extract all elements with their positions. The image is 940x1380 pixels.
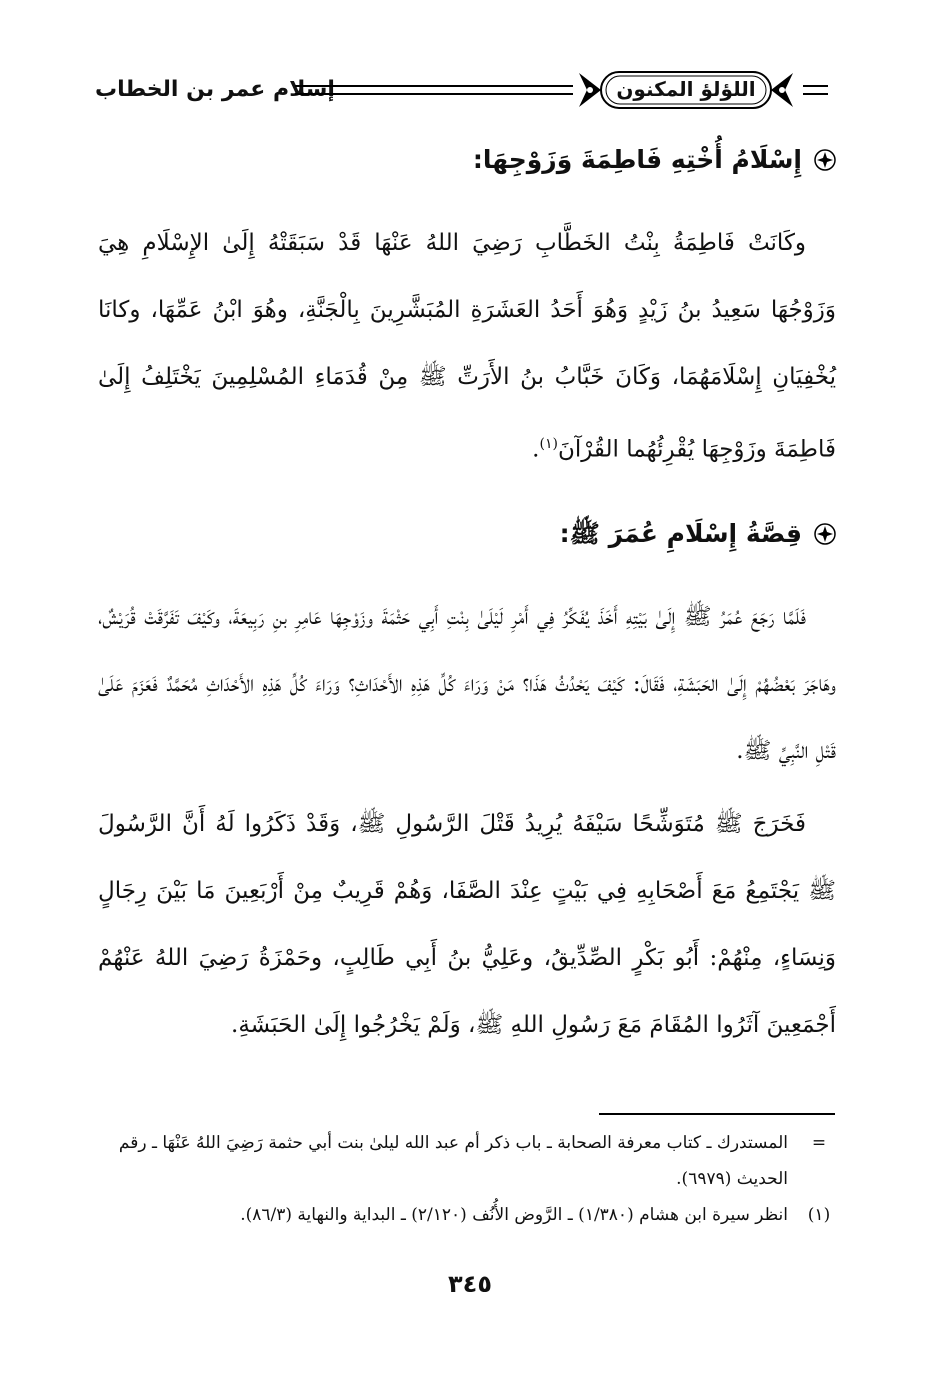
- footnote: [98, 1197, 836, 1233]
- section-heading-text: إِسْلَامُ أُخْتِهِ فَاطِمَةَ وَزَوْجِهَا:: [472, 145, 802, 174]
- flower-bullet-icon: [814, 523, 836, 545]
- page-number: ٣٤٥: [448, 1270, 492, 1298]
- footnote-reference[interactable]: (١): [539, 436, 558, 452]
- running-header: [95, 55, 835, 125]
- book-title: اللؤلؤ المكنون: [616, 77, 756, 101]
- section-heading: [98, 140, 836, 180]
- footnote-separator: [599, 1113, 835, 1115]
- paragraph: فَخَرَجَ ﷺ مُتَوَشِّحًا سَيْفَهُ يُرِيدُ قَتْلَ الرَّسُولِ ﷺ، وَقَدْ ذَكَرُوا لَهُ أَنَّ الرَّسُولَ ﷺ يَجْتَمِعُ مَعَ أَصْحَابِهِ فِي بَيْتٍ عِنْدَ الصَّفَا، وَهُمْ قَرِيبٌ مِنْ أَرْبَعِينَ مَا بَيْنَ رِجَالٍ وَنِسَاءٍ، مِنْهُمْ: أَبُو بَكْرٍ الصِّدِّيقُ، وعَلِيُّ بنُ أَبِي طَالِبٍ، وحَمْزَةُ رَضِيَ اللهُ عَنْهُمْ أَجْمَعِينَ آثَرُوا المُقَامَ مَعَ رَسُولِ اللهِ ﷺ، وَلَمْ يَخْرُجُوا إِلَىٰ الحَبَشَةِ.: [98, 810, 836, 1038]
- paragraph: [98, 210, 836, 484]
- footnote: [98, 1125, 836, 1197]
- section-heading: [98, 514, 836, 554]
- header-rule: [295, 85, 573, 95]
- paragraph: فَلَمَّا رَجَعَ عُمَرُ ﷺ إِلَىٰ بَيْتِهِ أَخَذَ يُفَكِّرُ فِي أَمْرِ لَيْلَىٰ بِنْتِ أَبِي حَثْمَةَ وزَوْجِهَا عَامِرِ بنِ رَبِيعَةَ، وكَيْفَ تَفَرَّقَتْ قُرَيْشٌ، وهَاجَرَ بَعْضُهُمْ إِلَىٰ الحَبَشَةِ، فَقَالَ: كَيْفَ يَحْدُثُ هَذَا؟ مَنْ وَرَاءَ كُلِّ هَذِهِ الأَحْدَاثِ؟ وَرَاءَ كُلِّ هَذِهِ الأَحْدَاثِ مُحَمَّدٌ فَعَزَمَ عَلَىٰ قَتْلِ النَّبِيِّ ﷺ.: [98, 603, 836, 764]
- footnote-text: المستدرك ـ كتاب معرفة الصحابة ـ باب ذكر أم عبد الله ليلىٰ بنت أبي حثمة رَضِيَ اللهُ عَنْهَا ـ رقم الحديث (٦٩٧٩).: [118, 1133, 788, 1189]
- footnote-text: انظر سيرة ابن هشام (١/٣٨٠) ـ الرَّوض الأُنُف (٢/١٢٠) ـ البداية والنهاية (٨٦/٣).: [240, 1205, 788, 1225]
- chapter-title: إسلام عمر بن الخطاب: [95, 77, 335, 102]
- flower-bullet-icon: [814, 149, 836, 171]
- paragraph-end: .: [532, 436, 540, 463]
- footnote-marker: =: [811, 1133, 827, 1153]
- paragraph-text: وكَانَتْ فَاطِمَةُ بِنْتُ الخَطَّابِ رَضِيَ اللهُ عَنْهَا قَدْ سَبَقَتْهُ إِلَىٰ الإِسْلَامِ هِيَ وَزَوْجُهَا سَعِيدُ بنُ زَيْدٍ وَهُوَ أَحَدُ العَشَرَةِ المُبَشَّرِينَ بِالْجَنَّةِ، وهُوَ ابْنُ عَمِّهَا، وكانَا يُخْفِيَانِ إِسْلَامَهُمَا، وَكَانَ خَبَّابُ بنُ الأَرَتِّ ﷺ مِنْ قُدَمَاءِ المُسْلِمِينَ يَخْتَلِفُ إِلَىٰ فَاطِمَةَ وزَوْجِهَا يُقْرِئُهُما القُرْآنَ: [98, 230, 836, 463]
- section-heading-text: قِصَّةُ إِسْلَامِ عُمَرَ ﷺ:: [559, 518, 802, 548]
- footnote-marker: (١): [807, 1205, 831, 1225]
- book-title-ornament: [575, 63, 797, 117]
- footnotes: [98, 1125, 836, 1233]
- main-text: [98, 140, 836, 1059]
- header-rule: [803, 85, 828, 95]
